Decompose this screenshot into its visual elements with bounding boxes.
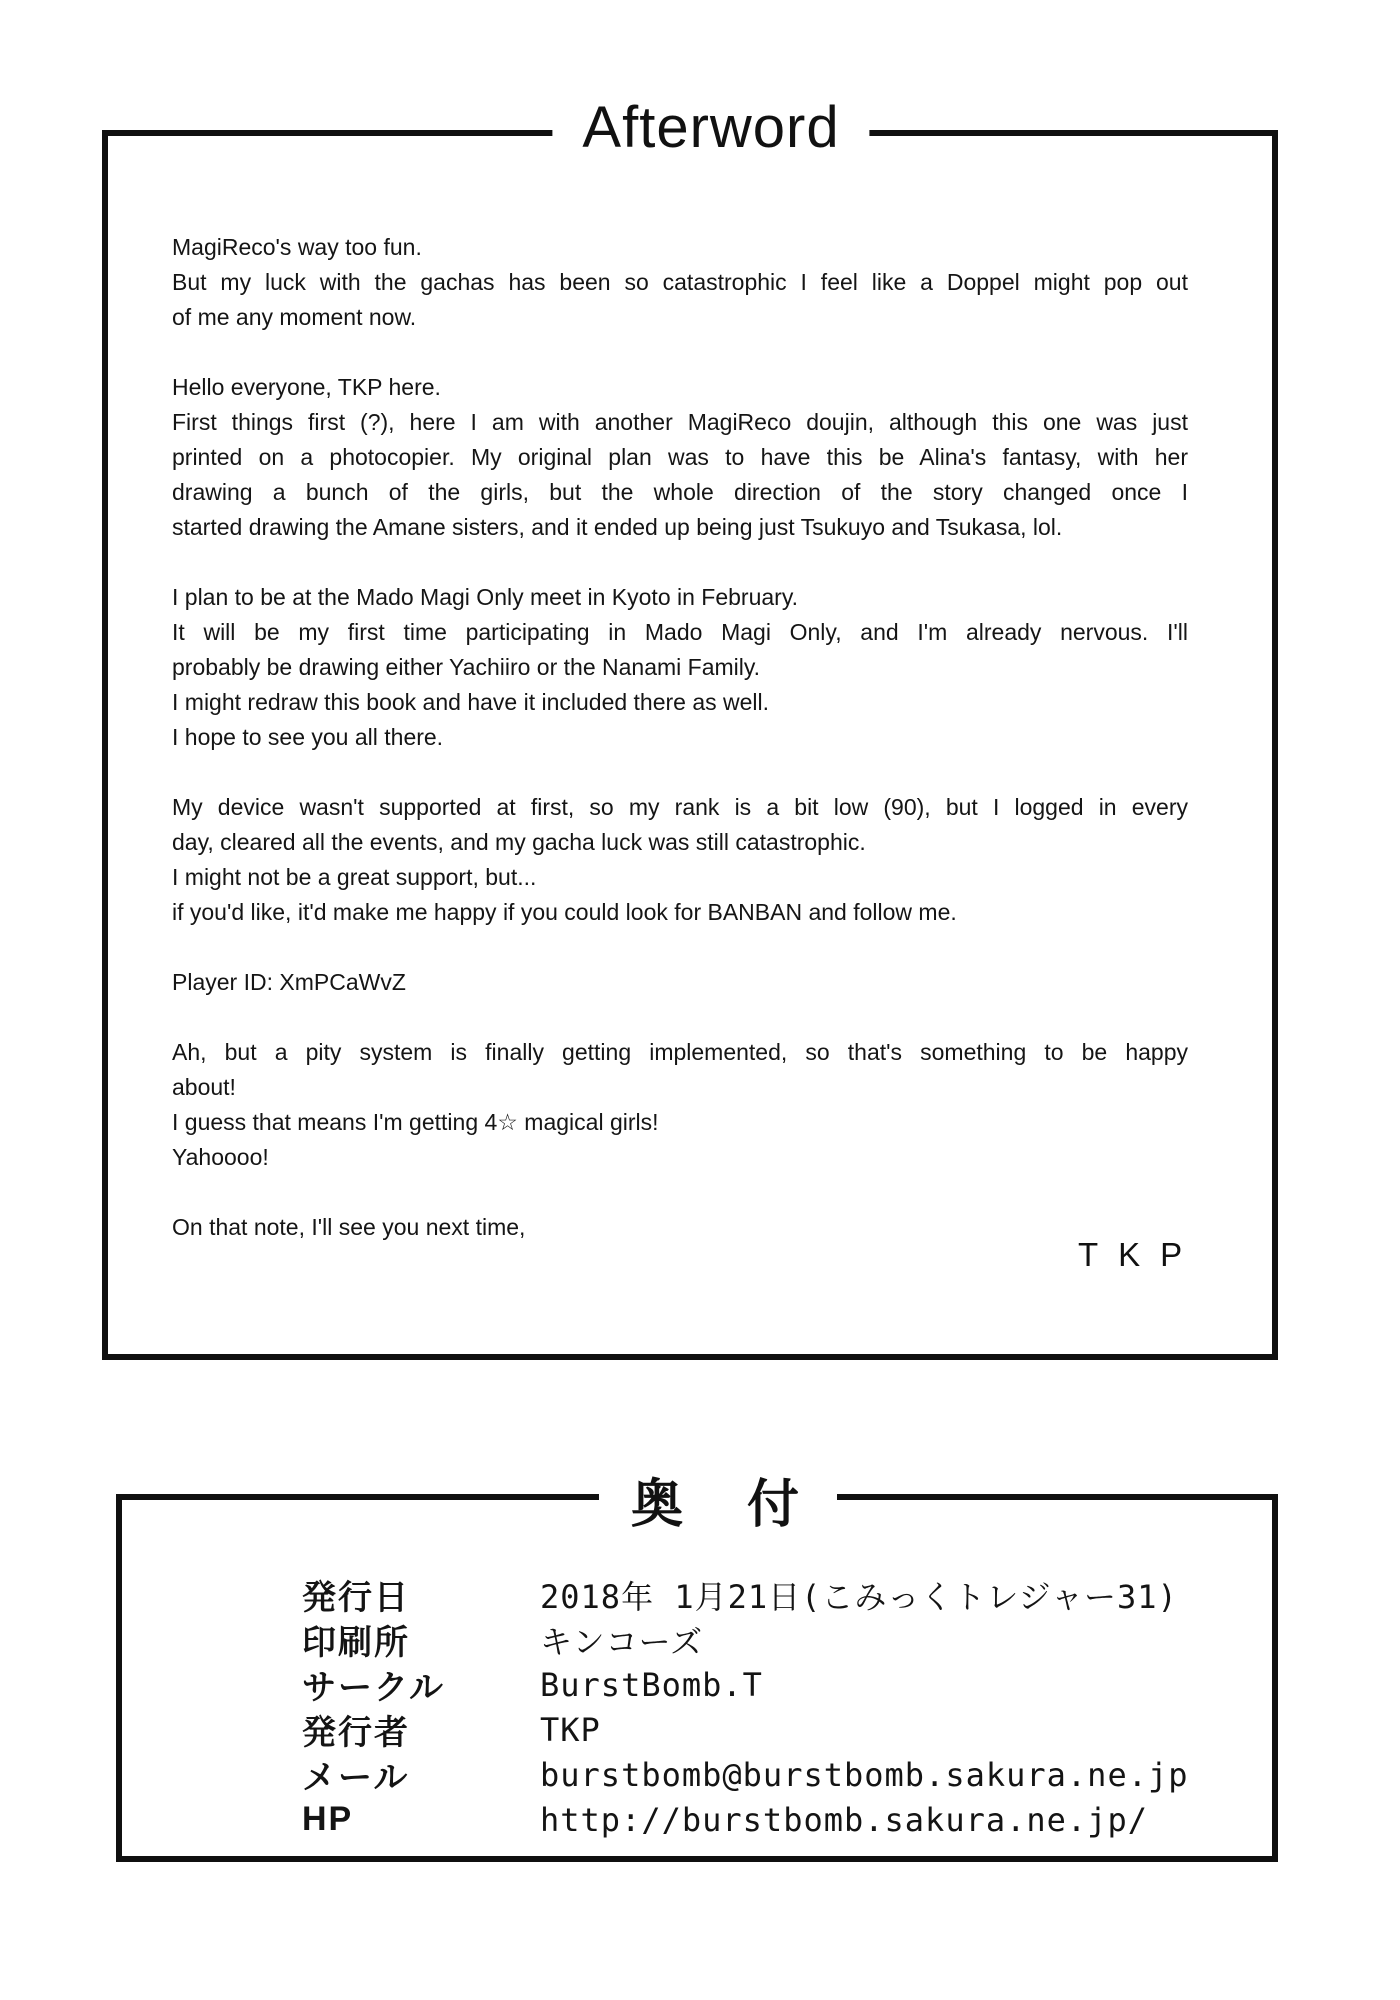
- colophon-title: 奥 付: [599, 1462, 837, 1537]
- colophon-row-label: HP: [302, 1800, 354, 1838]
- afterword-signature: TKP: [1078, 1236, 1203, 1273]
- afterword-line: started drawing the Amane sisters, and it ended up being just Tsukuyo and Tsukasa, lol.: [172, 514, 1063, 540]
- colophon-table: [302, 1572, 1189, 1842]
- afterword-line: But my luck with the gachas has been so catastrophic I feel like a Doppel might pop out: [172, 269, 1188, 295]
- colophon-row-label: サークル: [302, 1669, 445, 1707]
- afterword-line: about!: [172, 1074, 236, 1100]
- afterword-line: [172, 1000, 1188, 1035]
- afterword-line: I might not be a great support, but...: [172, 864, 537, 890]
- colophon-row-label: メール: [302, 1759, 410, 1797]
- afterword-line: Player ID: XmPCaWvZ: [172, 969, 406, 995]
- afterword-line: day, cleared all the events, and my gacha luck was still catastrophic.: [172, 829, 866, 855]
- colophon-row-value: 2018年 1月21日(こみっくトレジャー31): [540, 1577, 1178, 1616]
- afterword-line: Hello everyone, TKP here.: [172, 374, 441, 400]
- afterword-line: My device wasn't supported at first, so my rank is a bit low (90), but I logged in every: [172, 794, 1188, 820]
- colophon-row: [302, 1707, 1189, 1752]
- colophon-row-label: 発行者: [302, 1714, 410, 1752]
- afterword-line: [172, 930, 1188, 965]
- afterword-line: I guess that means I'm getting 4☆ magical girls!: [172, 1109, 659, 1135]
- afterword-line: [172, 1175, 1188, 1210]
- afterword-body: [172, 230, 1188, 1245]
- colophon-row-value: http://burstbomb.sakura.ne.jp/: [540, 1800, 1148, 1839]
- afterword-title: Afterword: [552, 94, 869, 161]
- afterword-line: I might redraw this book and have it included there as well.: [172, 689, 770, 715]
- afterword-line: [172, 545, 1188, 580]
- colophon-row-value: TKP: [540, 1710, 601, 1749]
- colophon-row: [302, 1752, 1189, 1797]
- colophon-row: [302, 1572, 1189, 1617]
- afterword-line: if you'd like, it'd make me happy if you could look for BANBAN and follow me.: [172, 899, 957, 925]
- colophon-row-value: キンコーズ: [540, 1622, 704, 1661]
- colophon-row: [302, 1797, 1189, 1842]
- colophon-row: [302, 1617, 1189, 1662]
- afterword-line: Yahoooo!: [172, 1144, 269, 1170]
- afterword-line: First things first (?), here I am with another MagiReco doujin, although this one was just: [172, 409, 1188, 435]
- afterword-line: probably be drawing either Yachiiro or the Nanami Family.: [172, 654, 761, 680]
- afterword-line: It will be my first time participating in Mado Magi Only, and I'm already nervous. I'll: [172, 619, 1188, 645]
- afterword-line: Ah, but a pity system is finally getting implemented, so that's something to be happy: [172, 1039, 1188, 1065]
- afterword-line: drawing a bunch of the girls, but the whole direction of the story changed once I: [172, 479, 1188, 505]
- afterword-line: MagiReco's way too fun.: [172, 234, 422, 260]
- afterword-line: printed on a photocopier. My original plan was to have this be Alina's fantasy, with her: [172, 444, 1188, 470]
- colophon-row-value: burstbomb@burstbomb.sakura.ne.jp: [540, 1755, 1189, 1794]
- colophon-row-value: BurstBomb.T: [540, 1665, 763, 1704]
- colophon-row: [302, 1662, 1189, 1707]
- colophon-row-label: 発行日: [302, 1579, 410, 1617]
- afterword-line: of me any moment now.: [172, 304, 417, 330]
- afterword-line: I hope to see you all there.: [172, 724, 444, 750]
- colophon-row-label: 印刷所: [302, 1624, 410, 1662]
- afterword-line: [172, 335, 1188, 370]
- afterword-line: On that note, I'll see you next time,: [172, 1214, 526, 1240]
- afterword-line: [172, 755, 1188, 790]
- afterword-line: I plan to be at the Mado Magi Only meet in Kyoto in February.: [172, 584, 799, 610]
